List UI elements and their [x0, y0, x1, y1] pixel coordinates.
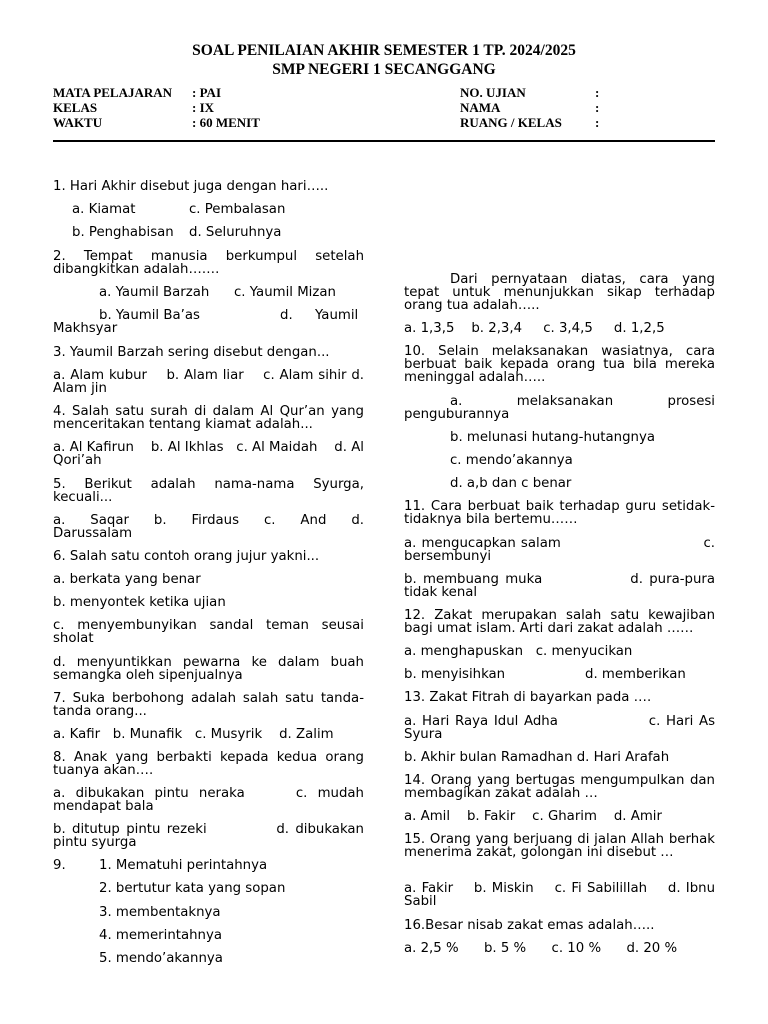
q7-options: a. Kafir b. Munafik c. Musyrik d. Zalim: [53, 727, 334, 742]
q10-option-b: b. melunasi hutang-hutangnya: [450, 430, 655, 445]
q6-text: 6. Salah satu contoh orang jujur yakni...: [53, 549, 320, 564]
q15-options: a. Fakir b. Miskin c. Fi Sabilillah d. Ibnu Sabil: [404, 881, 720, 909]
school-name: SMP NEGERI 1 SECANGGANG: [272, 61, 496, 78]
q1-option-b: b. Penghabisan: [72, 225, 174, 240]
time-label: WAKTU: [53, 115, 103, 130]
q2-option-d-text-cont: Makhsyar: [53, 321, 118, 336]
q16-options: a. 2,5 % b. 5 % c. 10 % d. 20 %: [404, 941, 678, 956]
q6-option-c: c. menyembunyikan sandal teman seusai sholat: [53, 618, 364, 646]
q13-options-ac: a. Hari Raya Idul Adha c. Hari As Syura: [404, 714, 720, 742]
subject-value: : PAI: [192, 85, 222, 100]
q8-options-ac: a. dibukakan pintu neraka c. mudah mendapat bala: [53, 786, 369, 814]
exam-title: SOAL PENILAIAN AKHIR SEMESTER 1 TP. 2024/2025: [192, 42, 576, 59]
q12-options-ac: a. menghapuskan c. menyucikan: [404, 644, 633, 659]
q2-text: 2. Tempat manusia berkumpul setelah dibangkitkan adalah…….: [53, 249, 364, 277]
q2-option-d-text: Yaumil: [315, 308, 359, 323]
q14-text: 14. Orang yang bertugas mengumpulkan dan membagikan zakat adalah …: [404, 773, 715, 801]
q10-option-c: c. mendo’akannya: [450, 453, 573, 468]
q8-text: 8. Anak yang berbakti kepada kedua orang tuanya akan….: [53, 750, 364, 778]
q5-text: 5. Berikut adalah nama-nama Syurga, kecuali...: [53, 477, 364, 505]
name-label: NAMA: [460, 100, 501, 115]
q1-text: 1. Hari Akhir disebut juga dengan hari…..: [53, 179, 329, 194]
q13-options-bd: b. Akhir bulan Ramadhan d. Hari Arafah: [404, 750, 670, 765]
exam-number-value: :: [595, 85, 600, 100]
q9-item: 1. Mematuhi perintahnya: [99, 858, 268, 873]
q14-options: a. Amil b. Fakir c. Gharim d. Amir: [404, 809, 662, 824]
q9-options: a. 1,3,5 b. 2,3,4 c. 3,4,5 d. 1,2,5: [404, 321, 665, 336]
q2-option-a: a. Yaumil Barzah: [99, 285, 210, 300]
q4-text: 4. Salah satu surah di dalam Al Qur’an yang menceritakan tentang kiamat adalah...: [53, 404, 364, 432]
q1-option-c: c. Pembalasan: [189, 202, 286, 217]
q9-item: 4. memerintahnya: [99, 928, 223, 943]
q11-options-ac: a. mengucapkan salam c. bersembunyi: [404, 536, 720, 564]
q9-item: 5. mendo’akannya: [99, 951, 223, 966]
exam-number-label: NO. UJIAN: [460, 85, 526, 100]
room-label: RUANG / KELAS: [460, 115, 562, 130]
q2-option-b: b. Yaumil Ba’as: [99, 308, 200, 323]
q13-text: 13. Zakat Fitrah di bayarkan pada ….: [404, 690, 652, 705]
q10-option-d: d. a,b dan c benar: [450, 476, 572, 491]
q8-options-bd: b. ditutup pintu rezeki d. dibukakan pintu syurga: [53, 822, 369, 850]
q2-option-d: d.: [280, 308, 293, 323]
q12-option-b: b. menyisihkan: [404, 667, 506, 682]
q11-options-bd: b. membuang muka d. pura-pura tidak kenal: [404, 572, 720, 600]
q3-text: 3. Yaumil Barzah sering disebut dengan...: [53, 345, 330, 360]
q4-options: a. Al Kafirun b. Al Ikhlas c. Al Maidah d. Al Qori’ah: [53, 440, 369, 468]
time-value: : 60 MENIT: [192, 115, 260, 130]
q6-option-d: d. menyuntikkan pewarna ke dalam buah semangka oleh sipenjualnya: [53, 655, 364, 683]
q9-item: 3. membentaknya: [99, 905, 221, 920]
q10-text: 10. Selain melaksanakan wasiatnya, cara berbuat baik kepada orang tua bila mereka meninggal adalah…..: [404, 344, 715, 385]
q15-text: 15. Orang yang berjuang di jalan Allah berhak menerima zakat, golongan ini disebut …: [404, 832, 715, 860]
q10-option-a: a. melaksanakan prosesi penguburannya: [404, 394, 715, 422]
name-value: :: [595, 100, 600, 115]
class-value: : IX: [192, 100, 215, 115]
q2-option-c: c. Yaumil Mizan: [234, 285, 336, 300]
q6-option-a: a. berkata yang benar: [53, 572, 201, 587]
q9-number: 9.: [53, 858, 66, 873]
q7-text: 7. Suka berbohong adalah salah satu tanda-tanda orang...: [53, 691, 364, 719]
q9-statement: Dari pernyataan diatas, cara yang tepat untuk menunjukkan sikap terhadap orang tua adalah…..: [404, 272, 715, 313]
q12-text: 12. Zakat merupakan salah satu kewajiban bagi umat islam. Arti dari zakat adalah ……: [404, 608, 715, 636]
q3-options: a. Alam kubur b. Alam liar c. Alam sihir d. Alam jin: [53, 368, 369, 396]
q6-option-b: b. menyontek ketika ujian: [53, 595, 226, 610]
q1-option-d: d. Seluruhnya: [189, 225, 282, 240]
q5-options: a. Saqar b. Firdaus c. And d. Darussalam: [53, 513, 364, 541]
header-divider: [53, 140, 715, 142]
q9-item: 2. bertutur kata yang sopan: [99, 881, 286, 896]
subject-label: MATA PELAJARAN: [53, 85, 173, 100]
q11-text: 11. Cara berbuat baik terhadap guru setidak-tidaknya bila bertemu……: [404, 499, 715, 527]
class-label: KELAS: [53, 100, 98, 115]
room-value: :: [595, 115, 600, 130]
q12-option-d: d. memberikan: [585, 667, 686, 682]
q16-text: 16.Besar nisab zakat emas adalah…..: [404, 918, 655, 933]
q1-option-a: a. Kiamat: [72, 202, 136, 217]
